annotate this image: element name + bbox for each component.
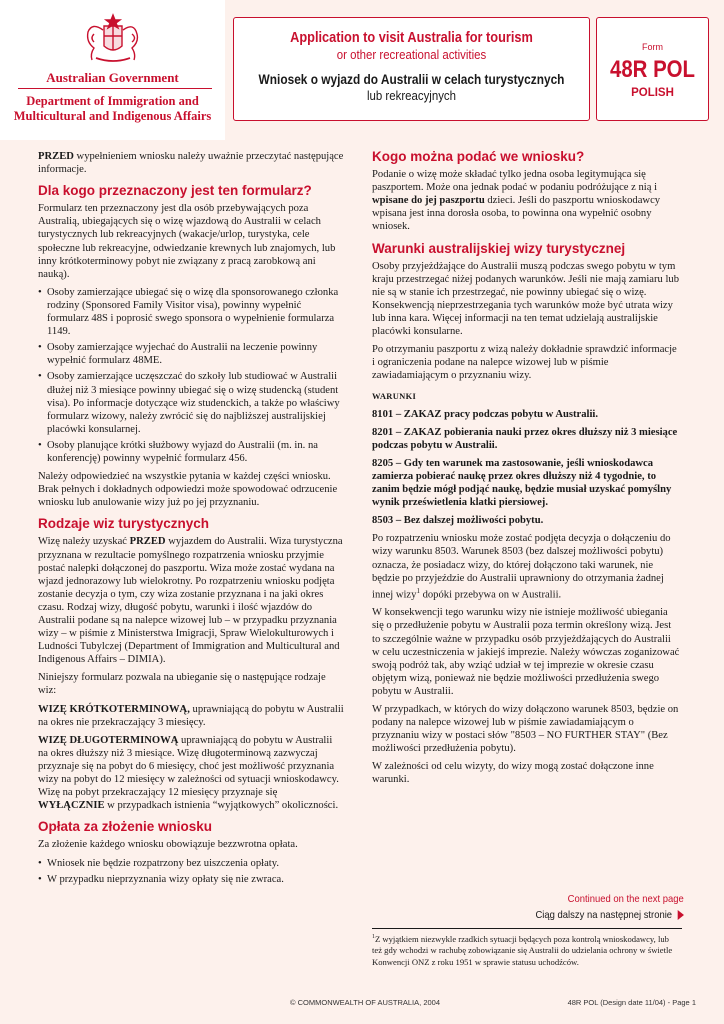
- list-item: • Osoby zamierzające ubiegać się o wizę dla sponsorowanego członka rodziny (Sponsored Family Visitor visa), powinny wypełnić formularz 48S i poprosić swego sponsora o wypełnienie formularza 1149.: [38, 286, 344, 338]
- government-name: Australian Government: [46, 70, 179, 85]
- condition-8201: 8201 – ZAKAZ pobierania nauki przez okres dłuższy niż 3 miesiące podczas pobytu w Australii.: [372, 426, 678, 451]
- heading-who: Dla kogo przeznaczony jest ten formularz?: [38, 183, 312, 199]
- heading-fee: Opłata za złożenie wniosku: [38, 819, 213, 835]
- text-span: Podanie o wizę może składać tylko jedna osoba legitymująca się paszportem. Może ona jednak podać w podaniu podróżujące z nią i: [372, 169, 658, 194]
- form-language: POLISH: [631, 87, 674, 99]
- visa-types-paragraph: [38, 535, 344, 666]
- list-item: • Osoby planujące krótki służbowy wyjazd do Australii (m. in. na konferencję) powinny wypełnić formularz 456.: [38, 439, 344, 465]
- heading-conditions: Warunki australijskiej wizy turystycznej: [372, 240, 626, 256]
- footnote-text: Z wyjątkiem niezwykle rzadkich sytuacji będących poza kontrolą wnioskodawcy, lub też gdy wchodzi w rachubę zobowiązanie się Australii do udzielania ochrony w świetle Konwencji ONZ z roku 1951 w sprawie statusu uchodźców.: [372, 933, 673, 967]
- subtitle-polish: lub rekreacyjnych: [366, 88, 457, 103]
- footnote-divider: [372, 928, 682, 929]
- arrow-right-icon: [678, 910, 684, 920]
- condition-8503-paragraph: [372, 532, 680, 601]
- right-column: [372, 150, 680, 792]
- conditions-paragraph: Osoby przyjeżdżające do Australii muszą podczas swego pobytu w tym kraju przestrzegać niżej podanych warunków. Jeśli nie mają zamiaru lub nie są w stanie ich przestrzegać, nie powinny ubiegać się o wizę. Konsekwencją nieprzestrzegania tych warunków może być utrata wizy lub inna kara. Więcej informacji na ten temat udzielają australijskie placówki konsularne.: [372, 260, 679, 338]
- intro-text: wypełnieniem wniosku należy uważnie przeczytać następujące informacje.: [38, 151, 344, 176]
- bold-span: WIZĘ DŁUGOTERMINOWĄ: [38, 734, 179, 746]
- department-line-2: Multicultural and Indigenous Affairs: [13, 109, 212, 123]
- form-label: Form: [642, 42, 663, 52]
- who-list: [38, 286, 344, 465]
- continued-note: [519, 893, 684, 921]
- department-line-1: Department of Immigration and: [26, 94, 199, 108]
- check-visa-paragraph: Po otrzymaniu paszportu z wizą należy dokładnie sprawdzić informacje i ograniczenia podane na nalepce wizowej lub w piśmie zawiadamiającym o przyznaniu wizy.: [372, 344, 677, 382]
- list-item: • Wniosek nie będzie rozpatrzony bez uiszczenia opłaty.: [38, 857, 344, 870]
- footer-page-info: 48R POL (Design date 11/04) - Page 1: [567, 998, 696, 1007]
- form-id-box: [596, 17, 709, 121]
- long-term-visa-paragraph: [38, 734, 344, 813]
- text-span: wyjazdem do Australii. Wiza turystyczna przyznana w rezultacie pomyślnego rozpatrzenia wniosku przyjmie postać nalepki dołączonej do paszportu. Wiza może zostać wydana na wjazd jednorazowy lub wielokrotny. Po rozpatrzeniu wniosku podjęta zostanie decyzja o tym, czy wiza zostanie przyznana i na jaki okres czasu. Rodzaj wizy, długość pobytu, warunki i ilość wjazdów do Australii podane są na nalepce wizowej lub – w przypadku przyznania wizy – w piśmie z Ministerstwa Imigracji, Spraw Wielokulturowych i Ludności Tubylczej (Department of Immigration and Multicultural and Indigenous Affairs – DIMIA).: [38, 536, 343, 666]
- text-span: Wizę należy uzyskać: [38, 536, 130, 548]
- cases-paragraph: W przypadkach, w których do wizy dołączono warunek 8503, będzie on podany na nalepce wizowej lub w piśmie zawiadamiającym o przyznaniu wizy w postaci słów "8503 – NO FURTHER STAY" (Bez możliwości przedłużenia pobytu).: [372, 704, 679, 755]
- other-conditions-paragraph: W zależności od celu wizyty, do wizy mogą zostać dołączone inne warunki.: [372, 761, 654, 786]
- who-paragraph: Formularz ten przeznaczony jest dla osób przebywających poza Australią, ubiegających się o wizę wjazdową do Australii w celach turystycznych lub rekreacyjnych (wakacje/urlop, turystyka, cele społeczne lub rekreacyjne, odwiedzanie krewnych lub znajomych, lub inny krótkoterminowy pobyt nie związany z pracą zarobkową ani nauką).: [38, 203, 336, 280]
- text-span: uprawniającą do pobytu w Australii na okres nie przekraczający 3 miesięcy.: [38, 703, 344, 728]
- bold-span: WIZĘ KRÓTKOTERMINOWĄ,: [38, 703, 190, 715]
- text-span: Po rozpatrzeniu wniosku może zostać podjęta decyzja o dołączeniu do wizy warunku 8503. Warunek 8503 (bez dalszej możliwości pobytu) oznacza, że posiadacz wizy, do której dołączono taki warunek, nie będzie po przyjeździe do Australii uprawniony do otrzymania żadnej innej wizy: [372, 533, 671, 601]
- bold-span: PRZED: [129, 536, 166, 548]
- title-polish: Wniosek o wyjazd do Australii w celach turystycznych: [258, 72, 565, 87]
- text-span: dzieci. Jeśli do paszportu wnioskodawcy wpisana jest inna dorosła osoba, to powinna ona wypełnić osobny wniosek.: [372, 195, 661, 233]
- text-span: w przypadkach istnienia “wyjątkowych” okoliczności.: [104, 800, 339, 812]
- heading-visa-types: Rodzaje wiz turystycznych: [38, 516, 210, 532]
- list-item: • Osoby zamierzające uczęszczać do szkoły lub studiować w Australii dłużej niż 3 miesiące powinny ubiegać się o wizę studencką (student visa). Po informacje dotyczące wiz studenckich, a także po właściwy formularz wizowy, należy zwrócić się do najbliższej australijskiej placówki konsularnej.: [38, 370, 344, 435]
- continued-polish-text: Ciąg dalszy na następnej stronie: [535, 909, 673, 921]
- left-column: [38, 150, 344, 891]
- form-number: 48R POL: [609, 56, 696, 83]
- condition-8503: 8503 – Bez dalszej możliwości pobytu.: [372, 515, 544, 527]
- title-english: Application to visit Australia for tourism: [290, 30, 533, 46]
- coat-of-arms-icon: [82, 12, 144, 66]
- header-branding: [0, 0, 225, 140]
- footnote-ref: 1: [416, 586, 420, 595]
- conditions-label: WARUNKI: [372, 390, 417, 401]
- bold-span: wpisane do jej paszportu: [372, 195, 485, 207]
- text-span: uprawniającą do pobytu w Australii na okres dłuższy niż 3 miesiące. Wizę długoterminową zazwyczaj przyznaje się na pobyt do 6 miesięcy, choć jest możliwość przyznania wizy na pobyt do 12 miesięcy w zależności od sytuacji wnioskodawcy. Wizę na pobyt przekraczający 12 miesięcy przyznaje się: [38, 734, 339, 799]
- fee-paragraph: Za złożenie każdego wniosku obowiązuje bezzwrotna opłata.: [38, 839, 298, 851]
- footnote: [372, 932, 677, 968]
- intro-bold: PRZED: [38, 151, 74, 162]
- footer-copyright: © COMMONWEALTH OF AUSTRALIA, 2004: [290, 998, 440, 1007]
- who-included-paragraph: [372, 168, 680, 233]
- bold-span: WYŁĄCZNIE: [38, 800, 105, 812]
- title-box: [233, 17, 590, 121]
- condition-8101: 8101 – ZAKAZ pracy podczas pobytu w Australii.: [372, 408, 599, 420]
- fee-list: [38, 857, 344, 886]
- intro-paragraph: [38, 150, 344, 176]
- subtitle-english: or other recreational activities: [336, 47, 487, 62]
- text-span: dopóki przebywa on w Australii.: [419, 589, 562, 601]
- continued-english: Continued on the next page: [567, 893, 684, 905]
- short-term-visa-paragraph: [38, 703, 344, 729]
- list-item: • W przypadku nieprzyznania wizy opłaty się nie zwraca.: [38, 873, 344, 886]
- footnote-number: 1: [372, 934, 375, 940]
- divider: [18, 88, 212, 89]
- continued-polish: [536, 909, 684, 921]
- department-name: [0, 94, 225, 124]
- visa-types-intro: Niniejszy formularz pozwala na ubieganie się o następujące rodzaje wiz:: [38, 672, 326, 697]
- list-item: • Osoby zamierzające wyjechać do Australii na leczenie powinny wypełnić formularz 48ME.: [38, 341, 344, 367]
- consequence-paragraph: W konsekwencji tego warunku wizy nie istnieje możliwość ubiegania się o przedłużenie pobytu w Australii poza termin określony wizą. Jest to szczególnie ważne w przypadku osób przyjeżdżających do Australii w celu uczestniczenia w jakiejś imprezie. Należy wówczas zoganizować swoją podróż tak, aby wziąć udział w tej imprezie w okresie czasu objętym wizą, ponieważ nie będzie możliwości przedłużenia swego pobytu w Australii.: [372, 607, 680, 697]
- condition-8205: 8205 – Gdy ten warunek ma zastosowanie, jeśli wnioskodawca zamierza pobierać naukę przez okres dłuższy niż 4 tygodnie, to zanim będzie mógł podjąć naukę, będzie musiał uzyskać pomyślny wynik prześwietlenia klatki piersiowej.: [372, 457, 672, 509]
- heading-who-included: Kogo można podać we wniosku?: [372, 149, 585, 164]
- answer-all-paragraph: Należy odpowiedzieć na wszystkie pytania w każdej części wniosku. Brak pełnych i dokładnych odpowiedzi może spowodować odrzucenie wniosku lub anulowanie wizy już po jej przyznaniu.: [38, 471, 338, 509]
